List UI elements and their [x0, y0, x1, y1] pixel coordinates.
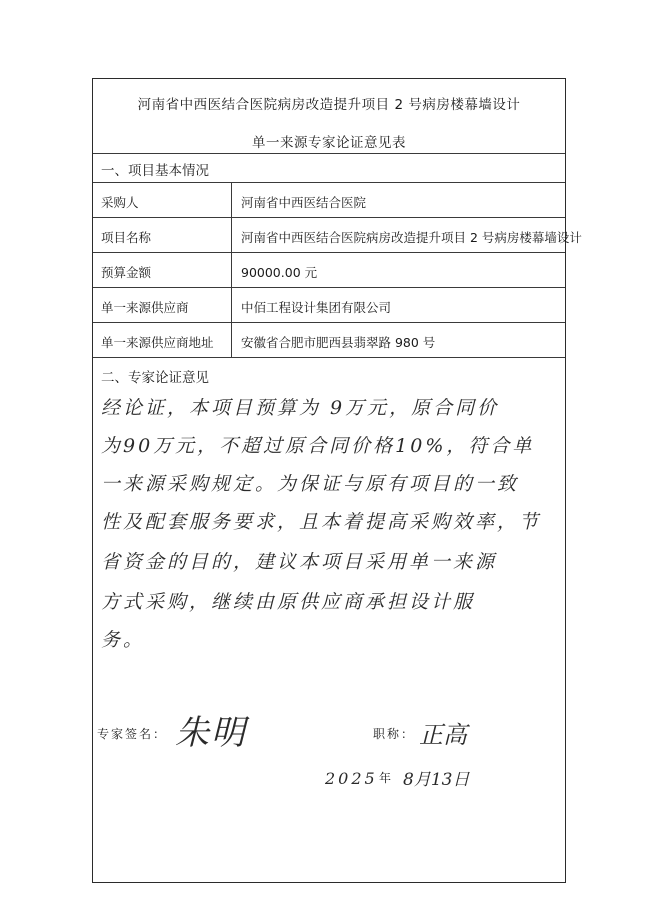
form-title-line2: 单一来源专家论证意见表	[252, 135, 406, 151]
form-title-line1: 河南省中西医结合医院病房改造提升项目 2 号病房楼幕墙设计	[137, 97, 521, 113]
purchaser-value: 河南省中西医结合医院	[241, 195, 367, 210]
expert-opinion-form	[92, 78, 582, 883]
date-month-day: 8月13日	[403, 770, 470, 790]
divider	[93, 217, 565, 218]
section2-heading: 二、专家论证意见	[101, 370, 209, 386]
opinion-line: 省资金的目的，建议本项目采用单一来源	[101, 551, 498, 573]
divider	[93, 322, 565, 323]
divider	[93, 357, 565, 358]
title-rank-label: 职称：	[373, 727, 416, 741]
supplier-label: 单一来源供应商	[101, 300, 189, 315]
purchaser-label: 采购人	[101, 195, 139, 210]
opinion-line: 经论证，本项目预算为 9万元，原合同价	[101, 397, 500, 419]
divider	[93, 182, 565, 183]
opinion-line: 方式采购，继续由原供应商承担设计服	[101, 591, 476, 613]
opinion-line: 一来源采购规定。为保证与原有项目的一致	[101, 473, 520, 495]
date-year: 2025	[325, 769, 378, 788]
opinion-line: 为90万元，不超过原合同价格10%，符合单	[101, 435, 535, 457]
title-rank: 正高	[419, 721, 467, 749]
date-year-char: 年	[379, 771, 394, 785]
column-divider	[231, 182, 232, 357]
opinion-line: 性及配套服务要求，且本着提高采购效率，节	[101, 511, 542, 533]
expert-signature: 朱明	[175, 713, 247, 753]
project-name-label: 项目名称	[101, 230, 152, 245]
section1-heading: 一、项目基本情况	[101, 163, 209, 179]
supplier-value: 中佰工程设计集团有限公司	[241, 300, 392, 315]
budget-value: 90000.00 元	[241, 265, 318, 280]
opinion-line: 务。	[101, 629, 146, 651]
expert-signature-label: 专家签名：	[97, 727, 168, 741]
supplier-address-value: 安徽省合肥市肥西县翡翠路 980 号	[241, 335, 436, 350]
divider	[93, 287, 565, 288]
project-name-value: 河南省中西医结合医院病房改造提升项目 2 号病房楼幕墙设计	[241, 230, 582, 245]
budget-label: 预算金额	[101, 265, 152, 280]
divider	[93, 153, 565, 154]
divider	[93, 252, 565, 253]
supplier-address-label: 单一来源供应商地址	[101, 335, 214, 350]
